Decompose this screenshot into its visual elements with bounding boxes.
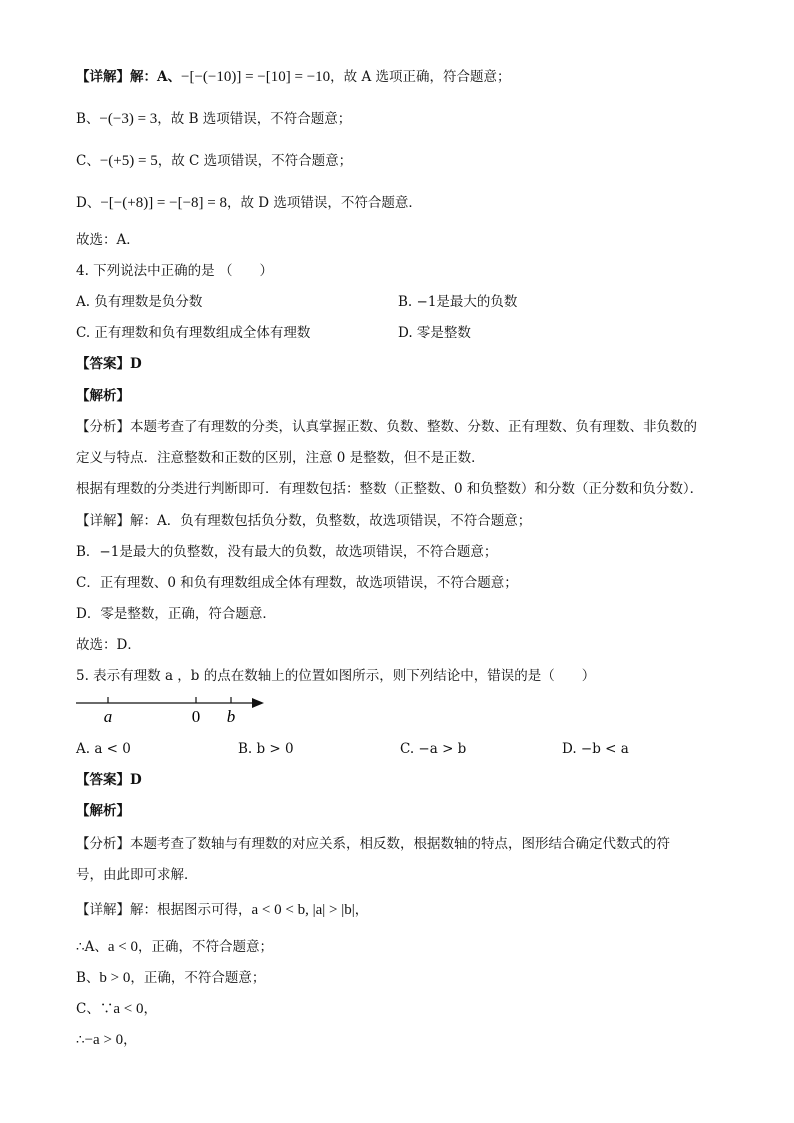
detail-text: 【详解】解：根据图示可得， [76, 902, 252, 918]
q4-option-a: A. 负有理数是负分数 [76, 294, 203, 310]
q5-option-d: D. −b < a [562, 741, 629, 757]
q5-step-a [76, 938, 273, 956]
q4-detail-b: B．−1是最大的负整数，没有最大的负数，故选项错误，不符合题意； [76, 544, 498, 560]
q5-jiexi-heading: 【解析】 [76, 803, 130, 819]
math-expr: −(−3) = 3 [99, 111, 158, 127]
detail-text: ，正确，不符合题意； [137, 939, 273, 955]
q4-option-b: B. −1是最大的负数 [398, 294, 518, 310]
math-expr: −[−(−10)] = −[10] = −10 [180, 69, 331, 85]
math-expr: a < 0 [113, 1001, 144, 1017]
q5-option-b: B. b > 0 [238, 741, 294, 757]
number-line-figure [74, 692, 270, 726]
detail-text: ，故 C 选项错误，不符合题意； [157, 153, 353, 169]
math-expr: −a > 0 [84, 1032, 124, 1048]
detail-text: ，故 B 选项错误，不符合题意； [157, 111, 352, 127]
math-expr: a < 0 [107, 939, 138, 955]
q5-step-c2 [76, 1031, 137, 1049]
detail-text: ， [123, 1032, 137, 1048]
q4-answer: 【答案】D [76, 356, 142, 372]
q5-step-c [76, 1000, 157, 1018]
math-expr: a < 0 < b, |a| > |b| [251, 902, 355, 918]
q4-stem: 4. 下列说法中正确的是 （ ） [76, 263, 273, 279]
q4-detail-c: C．正有理数、0 和负有理数组成全体有理数，故选项错误，不符合题意； [76, 575, 518, 591]
q5-analysis-1: 【分析】本题考查了数轴与有理数的对应关系，相反数，根据数轴的特点，图形结合确定代数式的符 [76, 836, 670, 852]
q5-answer: 【答案】D [76, 772, 142, 788]
q4-option-c: C. 正有理数和负有理数组成全体有理数 [76, 325, 311, 341]
q5-analysis-2: 号，由此即可求解． [76, 867, 198, 883]
math-expr: −[−(+8)] = −[−8] = 8 [100, 195, 228, 211]
q4-option-d: D. 零是整数 [398, 325, 471, 341]
label-b: b [226, 707, 236, 726]
q5-option-c: C. −a > b [400, 741, 467, 757]
q4-analysis-3: 根据有理数的分类进行判断即可．有理数包括：整数（正整数、0 和负整数）和分数（正分数和负分数）． [76, 481, 704, 497]
detail-text: ，故 D 选项错误，不符合题意． [227, 195, 422, 211]
detail-prefix: B、 [76, 111, 100, 127]
label-a: a [103, 707, 113, 726]
math-expr: −(+5) = 5 [99, 153, 158, 169]
q4-analysis-2: 定义与特点．注意整数和正数的区别，注意 0 是整数，但不是正数． [76, 450, 485, 466]
math-expr: b > 0 [99, 970, 131, 986]
detail-prefix: B、 [76, 970, 100, 986]
arrow-right-icon [252, 698, 264, 708]
detail-tag: 【详解】解：A、 [76, 69, 181, 85]
detail-prefix: D、 [76, 195, 101, 211]
q4-detail-a: 【详解】解：A．负有理数包括负分数，负整数，故选项错误，不符合题意； [76, 513, 532, 529]
detail-prefix: C、∵ [76, 1001, 114, 1017]
q5-detail-intro [76, 901, 368, 919]
detail-prefix: ∴A、 [76, 939, 108, 955]
q3-detail-b [76, 110, 351, 128]
q5-option-a: A. a < 0 [76, 741, 131, 757]
detail-text: ， [354, 902, 369, 918]
q4-analysis-1: 【分析】本题考查了有理数的分类，认真掌握正数、负数、整数、分数、正有理数、负有理数、非负数的 [76, 419, 697, 435]
q4-jiexi-heading: 【解析】 [76, 388, 130, 404]
detail-text: ，故 A 选项正确，符合题意； [330, 69, 511, 85]
q3-choice: 故选：A． [76, 232, 140, 248]
q3-detail-d [76, 194, 422, 212]
q5-stem: 5. 表示有理数 a ，b 的点在数轴上的位置如图所示，则下列结论中，错误的是（ ） [76, 668, 596, 684]
label-zero: 0 [191, 707, 201, 726]
q4-detail-d: D．零是整数，正确，符合题意． [76, 606, 276, 622]
detail-text: ，正确，不符合题意； [130, 970, 266, 986]
detail-text: ， [143, 1001, 157, 1017]
q3-detail-a [76, 68, 511, 86]
detail-prefix: ∴ [76, 1032, 85, 1048]
q3-detail-c [76, 152, 352, 170]
q4-choice: 故选：D． [76, 637, 141, 653]
q5-step-b [76, 969, 265, 987]
detail-prefix: C、 [76, 153, 100, 169]
